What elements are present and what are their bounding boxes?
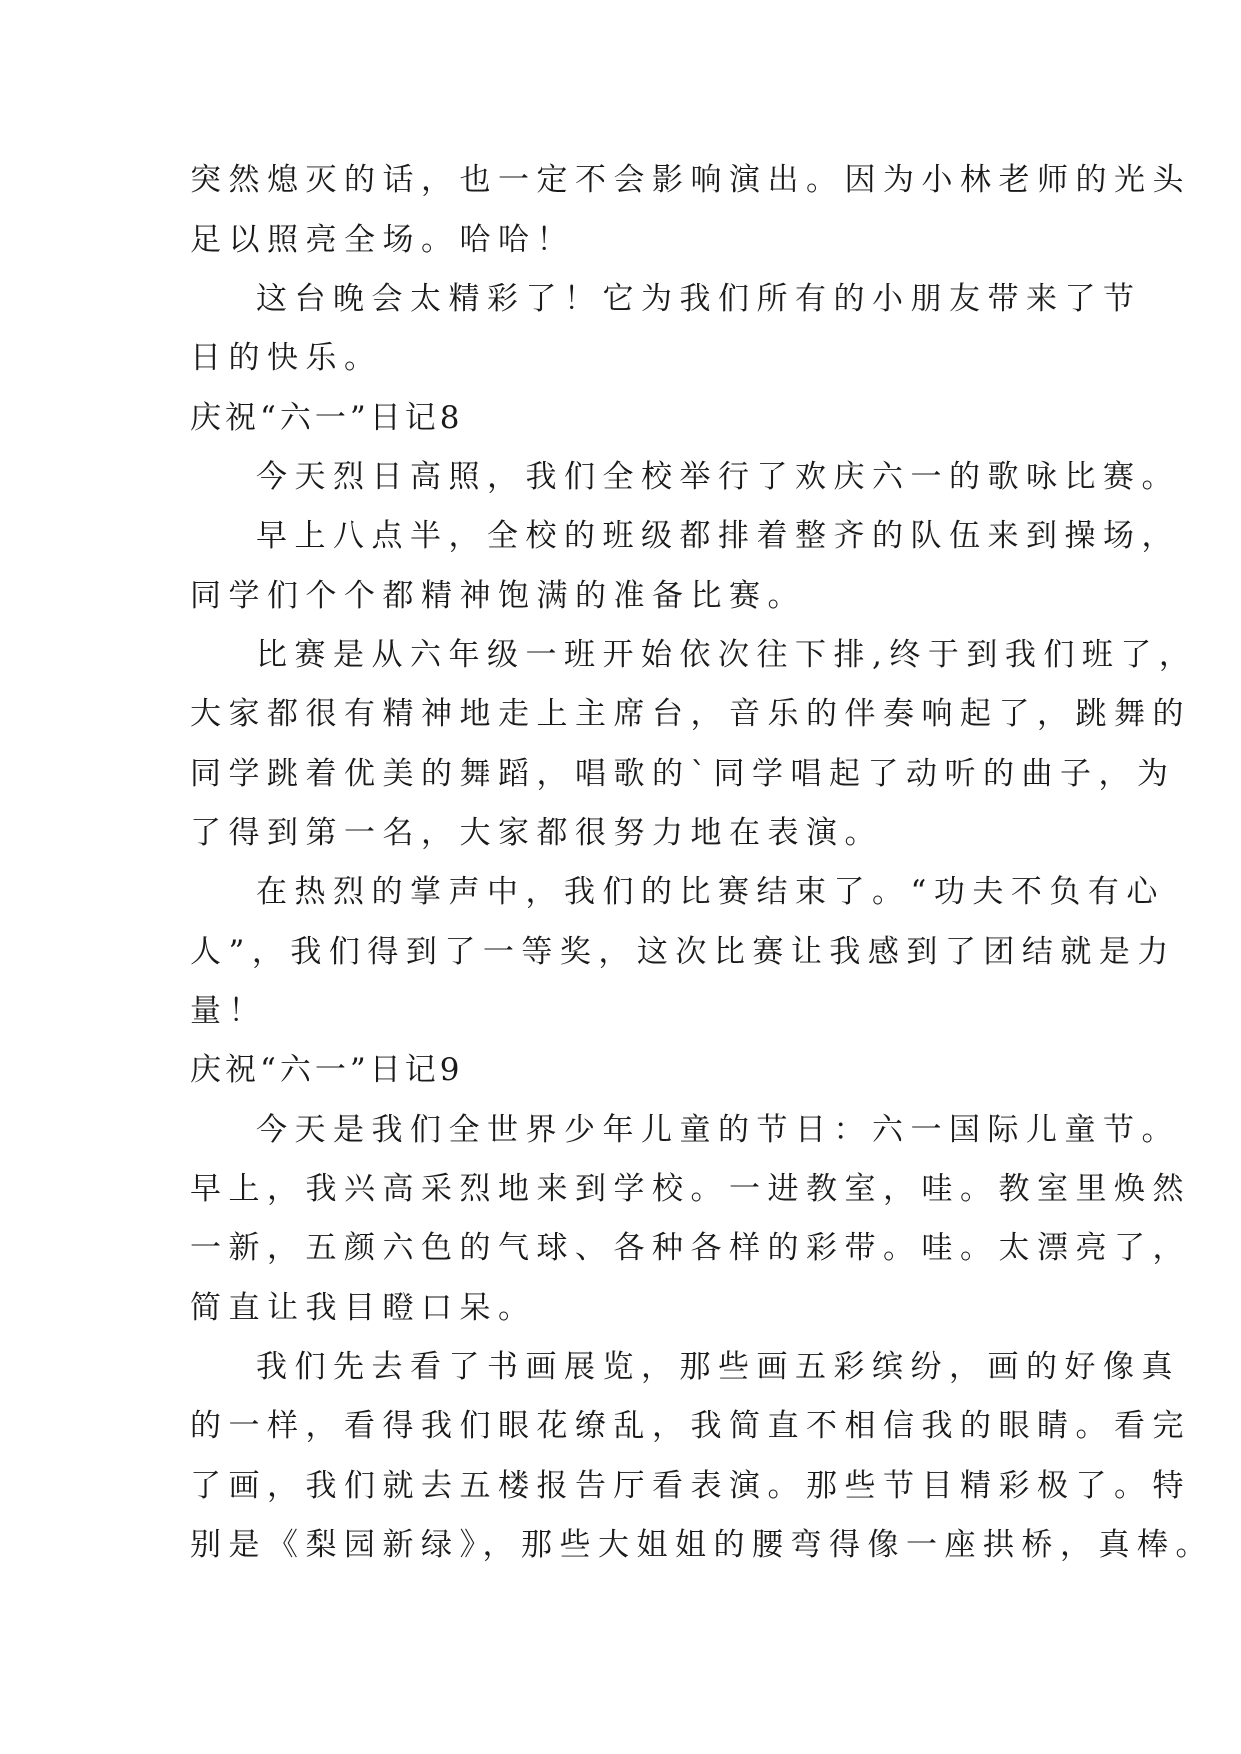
text-line: 了画，我们就去五楼报告厅看表演。那些节目精彩极了。特 [190,1468,1191,1504]
text-line: 一新，五颜六色的气球、各种各样的彩带。哇。太漂亮了， [190,1230,1191,1266]
text-line: 突然熄灭的话，也一定不会影响演出。因为小林老师的光头 [190,162,1191,198]
text-line: 简直让我目瞪口呆。 [190,1290,537,1326]
paragraph-line: 今天烈日高照，我们全校举行了欢庆六一的歌咏比赛。 [256,459,1180,495]
text-line: 足以照亮全场。哈哈！ [190,222,575,258]
text-line: 量！ [190,993,267,1029]
text-line: 的一样，看得我们眼花缭乱，我简直不相信我的眼睛。看完 [190,1408,1191,1444]
text-line: 人”，我们得到了一等奖，这次比赛让我感到了团结就是力 [190,934,1176,970]
text-line: 同学们个个都精神饱满的准备比赛。 [190,578,806,614]
text-line: 同学跳着优美的舞蹈，唱歌的`同学唱起了动听的曲子，为 [190,756,1176,792]
text-line: 大家都很有精神地走上主席台，音乐的伴奏响起了，跳舞的 [190,696,1191,732]
paragraph-line: 比赛是从六年级一班开始依次往下排,终于到我们班了， [256,637,1198,673]
paragraph-line: 早上八点半，全校的班级都排着整齐的队伍来到操场， [256,518,1180,554]
text-line: 了得到第一名，大家都很努力地在表演。 [190,815,883,851]
paragraph-line: 我们先去看了书画展览，那些画五彩缤纷，画的好像真 [256,1349,1180,1385]
diary-heading-9: 庆祝“六一”日记9 [190,1052,464,1088]
paragraph-line: 在热烈的掌声中，我们的比赛结束了。“功夫不负有心 [256,874,1165,910]
paragraph-line: 这台晚会太精彩了！它为我们所有的小朋友带来了节 [256,281,1142,317]
diary-heading-8: 庆祝“六一”日记8 [190,400,464,436]
text-line: 早上，我兴高采烈地来到学校。一进教室，哇。教室里焕然 [190,1171,1191,1207]
paragraph-line: 今天是我们全世界少年儿童的节日：六一国际儿童节。 [256,1112,1180,1148]
text-line: 日的快乐。 [190,340,383,376]
text-line: 别是《梨园新绿》，那些大姐姐的腰弯得像一座拱桥，真棒。 [190,1527,1214,1563]
